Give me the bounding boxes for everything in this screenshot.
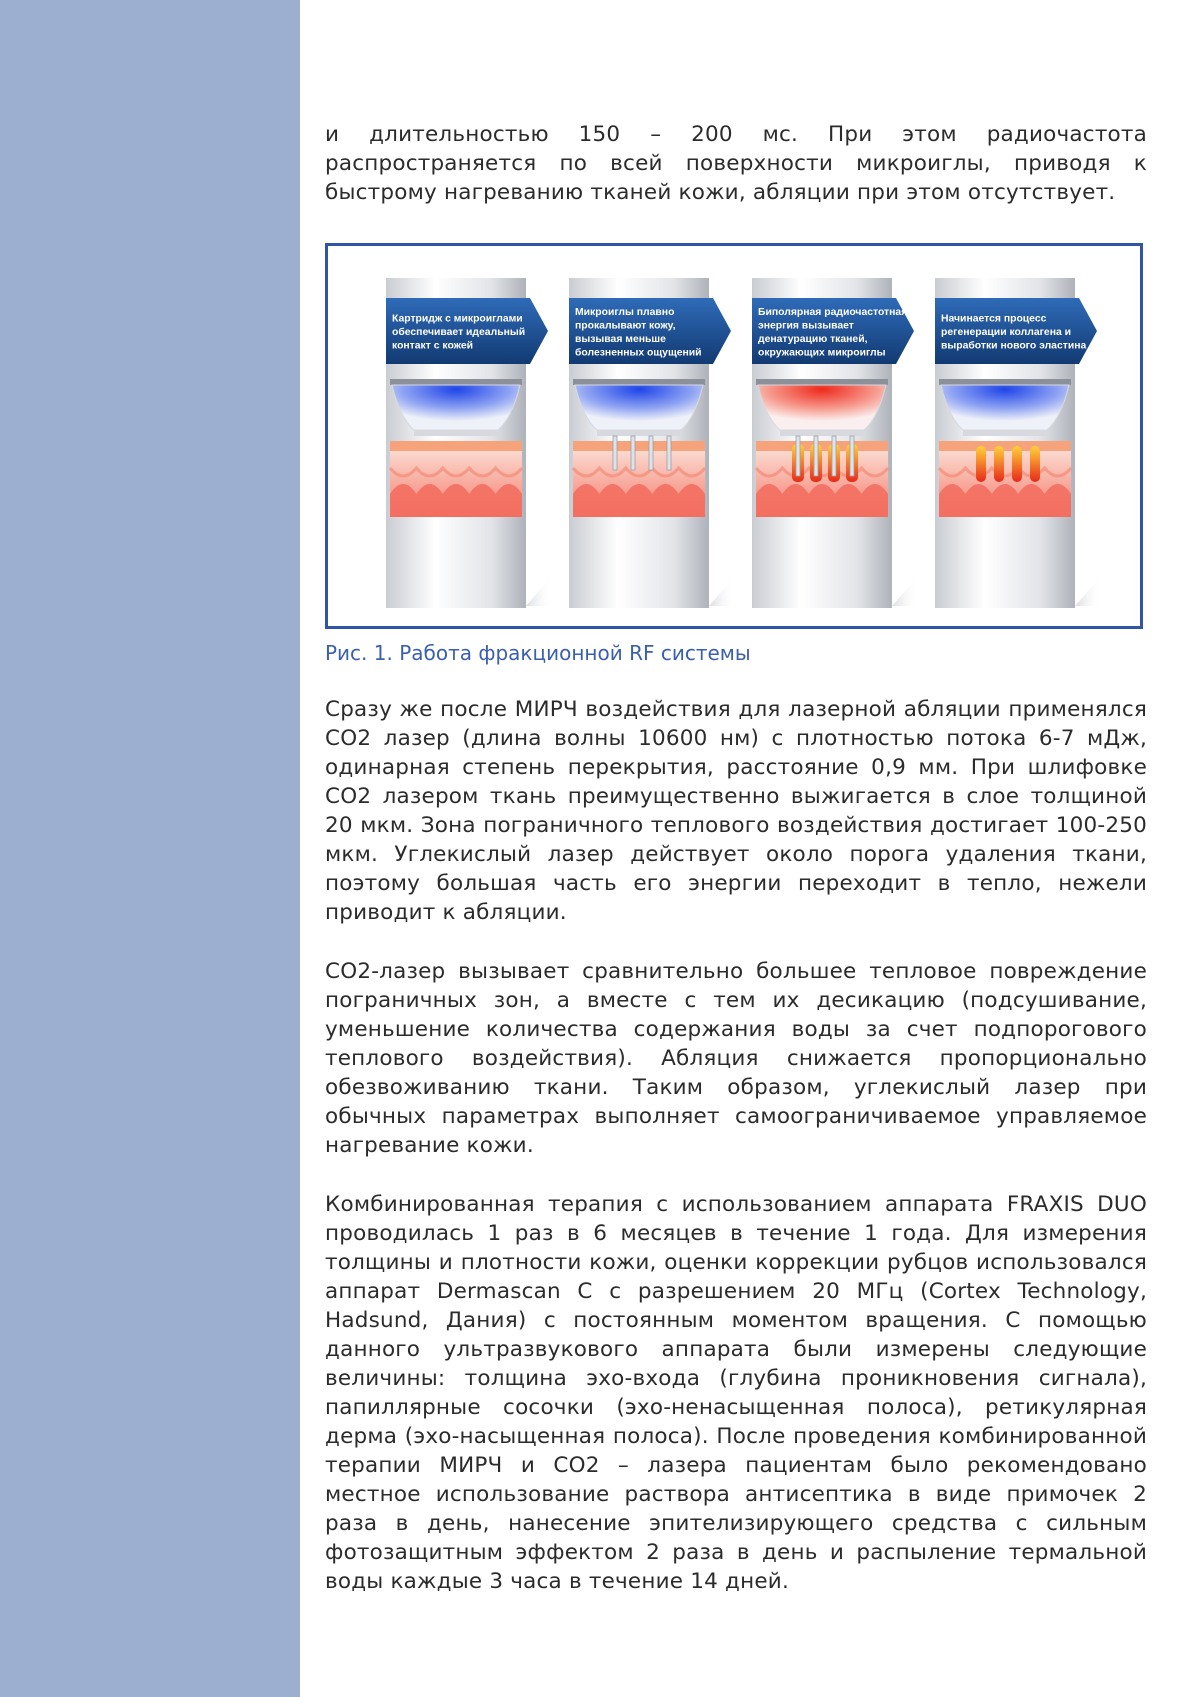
panel-shadow [709,576,735,606]
panel-caption-line: окружающих микроиглы [758,347,886,359]
panel-caption-line: энергия вызывает [758,320,854,332]
panel-caption-line: Биполярная радиочастотная [758,306,908,318]
regeneration-column [1030,446,1040,482]
panel-caption-line: обеспечивает идеальный [392,327,526,338]
paragraph-2: Сразу же после МИРЧ воздействия для лазерной абляции применялся СО2 лазер (длина волны 10600 нм) с плотностью потока 6-7 мДж, одинарная степень перекрытия, расстояние 0,9 мм. При шлифовке СО2 лазером ткань преимущественно выжигается в слое толщиной 20 мкм. Зона пограничного теплового воздействия достигает 100-250 мкм. Углекислый лазер действует около порога удаления ткани, поэтому большая часть его энергии переходит в тепло, нежели приводит к абляции. [325,697,1147,925]
device-rim [390,379,522,385]
left-sidebar-band [0,0,300,1697]
panel-caption-line: прокалывают кожу, [575,320,676,332]
device-rim [756,379,888,385]
paragraph-4: Комбинированная терапия с использованием аппарата FRAXIS DUO проводилась 1 раз в 6 месяцев в течение 1 года. Для измерения толщины и плотности кожи, оценки коррекции рубцов использовался аппарат Dermascan C с разрешением 20 МГц (Cortex Technology, Hadsund, Дания) с постоянным моментом вращения. С помощью данного ультразвукового аппарата были измерены следующие величины: толщина эхо-входа (глубина проникновения сигнала), папиллярные сосочки (эхо-ненасыщенная полоса), ретикулярная дерма (эхо-насыщенная полоса). После проведения комбинированной терапии МИРЧ и СО2 – лазера пациентам было рекомендовано местное использование раствора антисептика в виде примочек 2 раза в день, нанесение эпителизирующего средства с сильным фотозащитным эффектом 2 раза в день и распыление термальной воды каждые 3 часа в течение 14 дней. [325,1192,1147,1594]
figure-panel-4 [935,278,1101,608]
device-rim [939,379,1071,385]
device-head-cone [758,385,886,430]
figure-panel-2 [569,278,735,608]
microneedle [613,436,617,470]
device-head-cone [392,385,520,430]
skin-wave-layer [939,484,1071,517]
device-tip [597,430,681,436]
device-rim [573,379,705,385]
panel-caption-line: контакт с кожей [392,340,474,352]
page-content [325,120,1147,1596]
regeneration-column [994,446,1004,482]
panel-caption-line: Картридж с микроиглами [392,313,523,325]
microneedle [631,436,635,470]
microneedle [667,436,671,470]
panel-caption-line: Микроиглы плавно [575,306,675,318]
device-tip [963,430,1047,436]
skin-wave-layer [573,484,705,517]
skin-wave-layer [756,484,888,517]
skin-wave-layer [390,484,522,517]
device-tip [780,430,864,436]
microneedle [649,436,653,470]
panel-shadow [526,576,552,606]
rf-system-illustration [328,246,1140,626]
device-head-cone [575,385,703,430]
regeneration-column [976,446,986,482]
regeneration-column [1012,446,1022,482]
microneedle [814,436,818,476]
microneedle [850,436,854,476]
skin-epidermis [390,441,522,451]
figure-frame [325,243,1143,629]
figure-caption: Рис. 1. Работа фракционной RF системы [325,641,751,665]
panel-shadow [892,576,918,606]
panel-caption-line: денатурацию тканей, [758,333,868,345]
panel-caption-line: вызывая меньше [575,333,666,345]
paragraph-1: и длительностью 150 – 200 мс. При этом радиочастота распространяется по всей поверхности микроиглы, приводя к быстрому нагреванию тканей кожи, абляции при этом отсутствует. [325,122,1147,205]
microneedle [796,436,800,476]
skin-epidermis [939,441,1071,451]
panel-caption-line: Начинается процесс [941,313,1047,325]
figure-panel-1 [386,278,552,608]
panel-shadow [1075,576,1101,606]
figure-panel-3 [752,278,918,608]
panel-caption-line: регенерации коллагена и [941,327,1072,338]
microneedle [832,436,836,476]
panel-caption-line: болезненных ощущений [575,347,702,359]
panel-caption-line: выработки нового эластина [941,340,1087,352]
device-head-cone [941,385,1069,430]
skin-epidermis [573,441,705,451]
paragraph-3: СО2-лазер вызывает сравнительно большее тепловое повреждение пограничных зон, а вместе с тем их десикацию (подсушивание, уменьшение количества содержания воды за счет подпорогового теплового воздействия). Абляция снижается пропорционально обезвоживанию ткани. Таким образом, углекислый лазер при обычных параметрах выполняет самоограничиваемое управляемое нагревание кожи. [325,959,1147,1158]
device-tip [414,430,498,436]
